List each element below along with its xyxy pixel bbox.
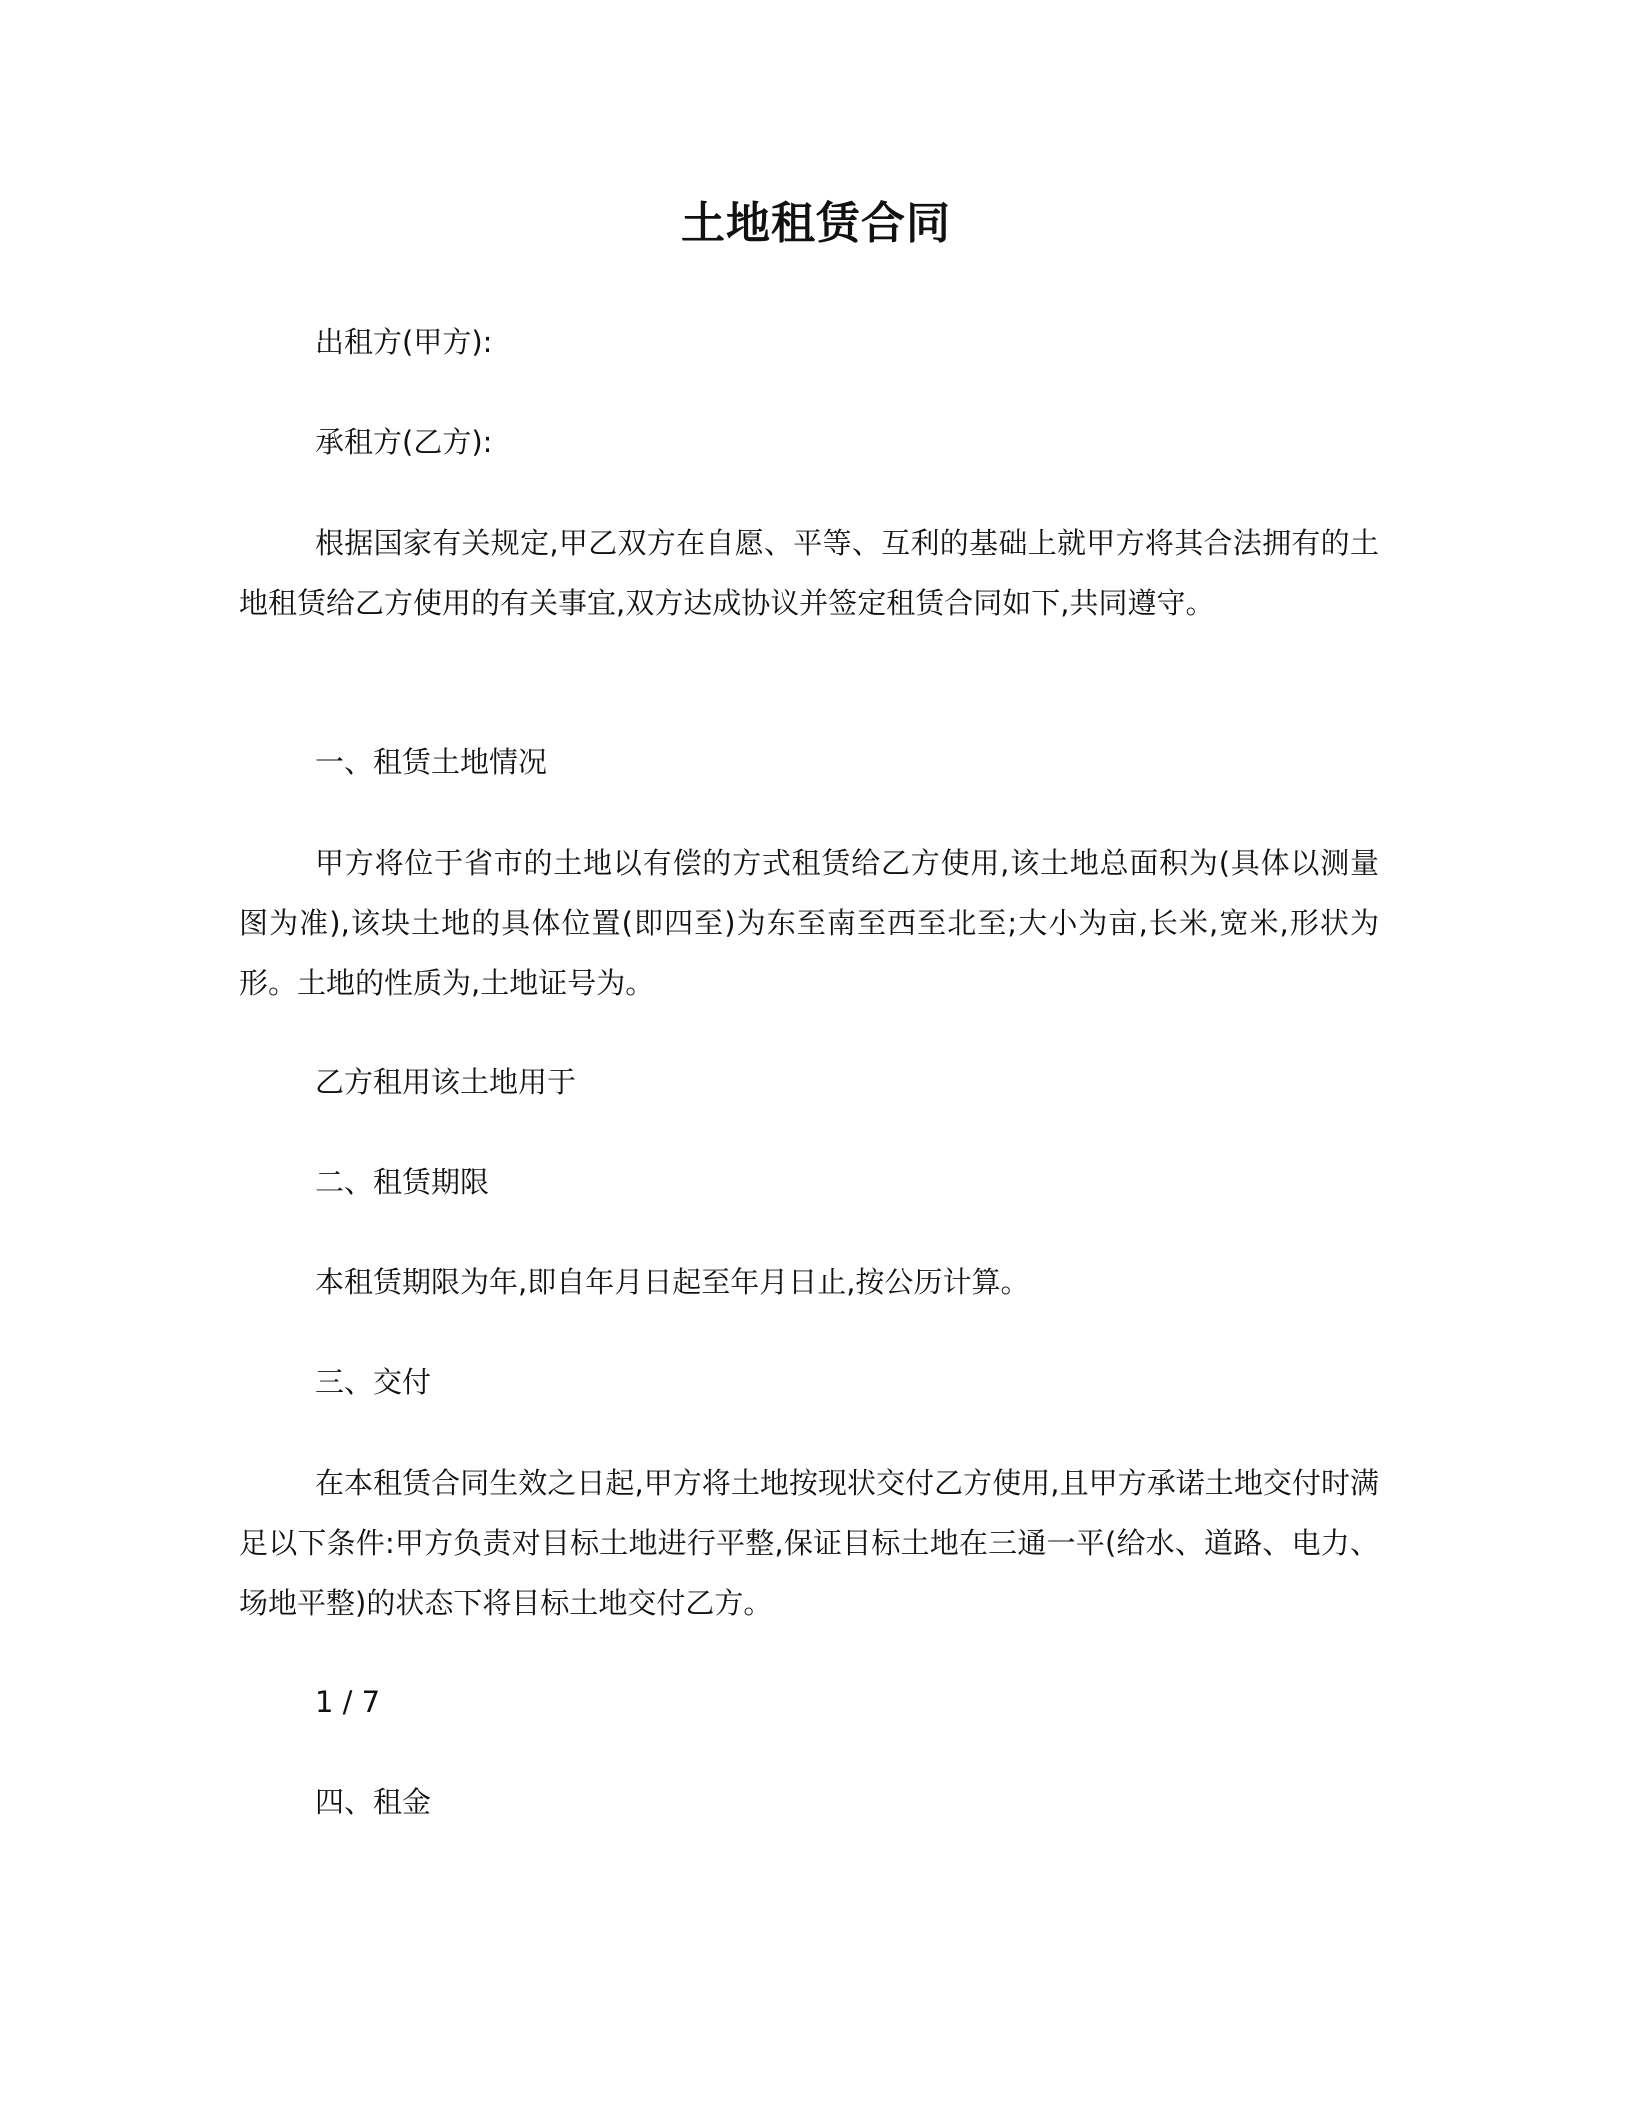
lessee-line: 承租方(乙方):: [315, 425, 493, 459]
section1-heading: 一、租赁土地情况: [315, 745, 548, 779]
section2-body: 本租赁期限为年,即自年月日起至年月日止,按公历计算。: [315, 1265, 1030, 1299]
section1-body: 甲方将位于省市的土地以有偿的方式租赁给乙方使用,该土地总面积为(具体以测量图为准),该块土地的具体位置(即四至)为东至南至西至北至;大小为亩,长米,宽米,形状为形。土地的性质为,土地证号为。: [239, 846, 1379, 1000]
section3-heading: 三、交付: [315, 1365, 432, 1399]
section3-body: 在本租赁合同生效之日起,甲方将土地按现状交付乙方使用,且甲方承诺土地交付时满足以下条件:甲方负责对目标土地进行平整,保证目标土地在三通一平(给水、道路、电力、场地平整)的状态下将目标土地交付乙方。: [239, 1466, 1379, 1620]
document-title: 土地租赁合同: [681, 198, 951, 249]
preamble-paragraph: 根据国家有关规定,甲乙双方在自愿、平等、互利的基础上就甲方将其合法拥有的土地租赁给乙方使用的有关事宜,双方达成协议并签定租赁合同如下,共同遵守。: [239, 526, 1379, 620]
section2-heading: 二、租赁期限: [315, 1165, 490, 1199]
section1-use-line: 乙方租用该土地用于: [315, 1065, 577, 1099]
page-number: 1 / 7: [315, 1685, 381, 1719]
lessor-line: 出租方(甲方):: [315, 325, 493, 359]
section4-heading: 四、租金: [315, 1785, 432, 1819]
